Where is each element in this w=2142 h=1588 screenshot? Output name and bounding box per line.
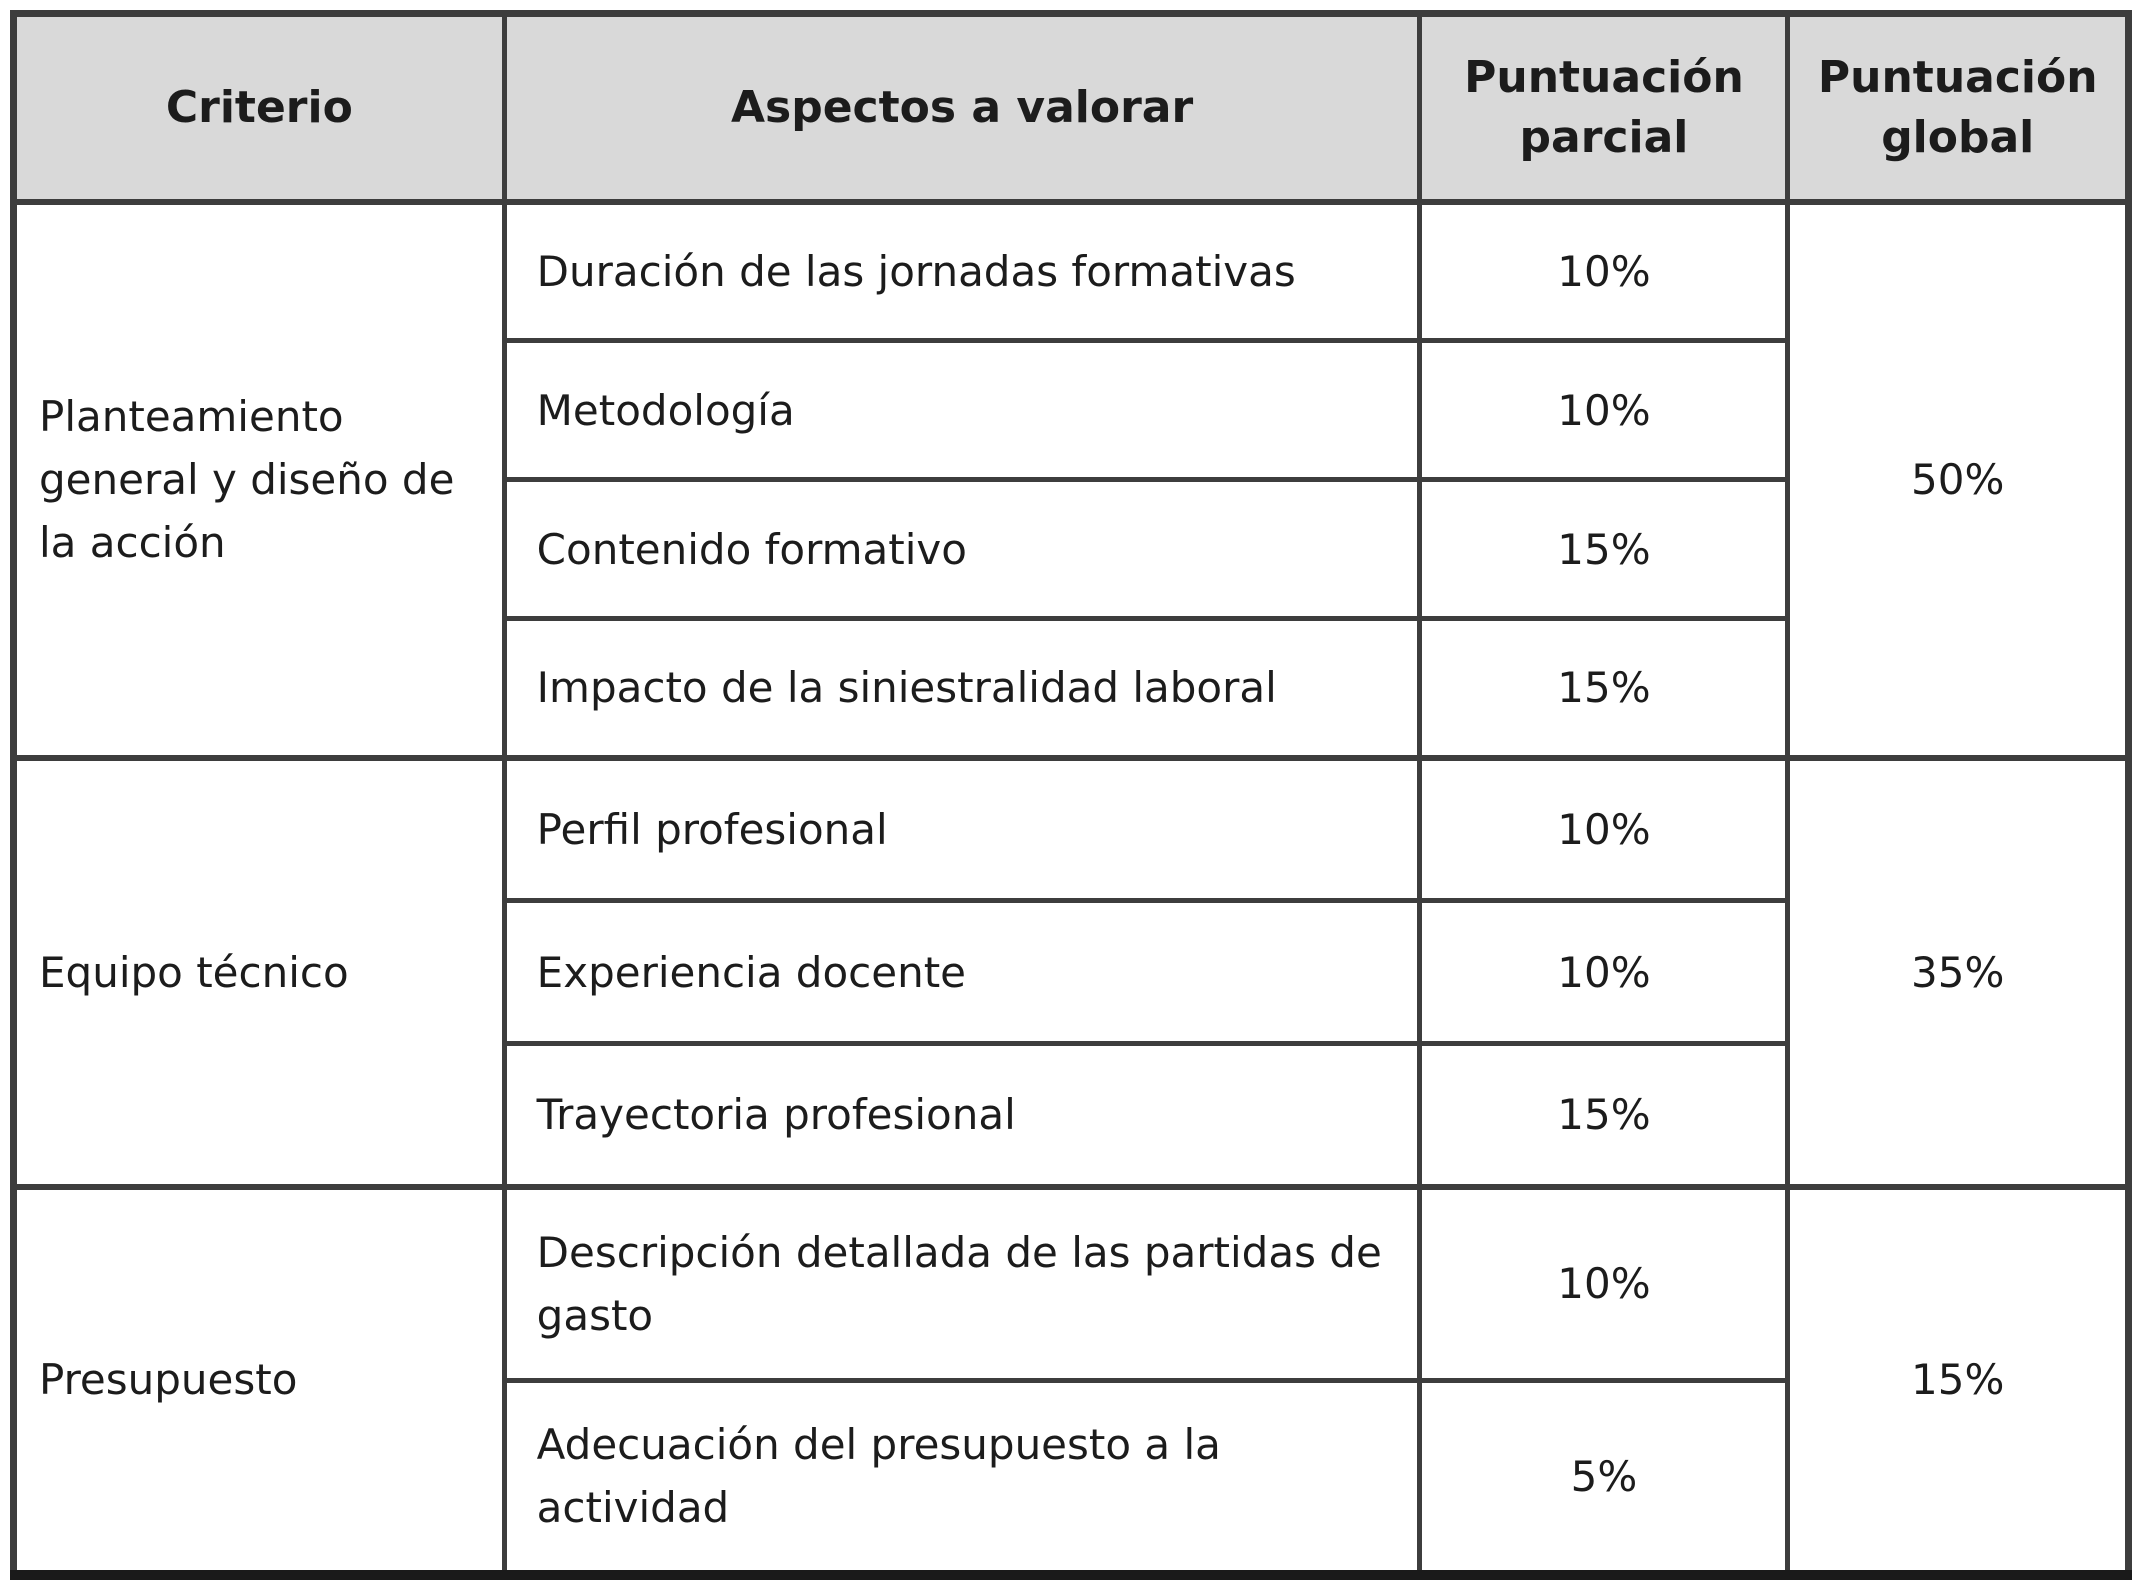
partial-score-cell: 10% xyxy=(1420,341,1788,480)
partial-score-cell: 10% xyxy=(1420,1187,1788,1381)
header-row xyxy=(14,14,2129,202)
aspect-cell: Perfil profesional xyxy=(504,758,1420,901)
aspect-cell: Experiencia docente xyxy=(504,901,1420,1044)
criterion-cell: Planteamiento general y diseño de la acción xyxy=(14,202,505,758)
global-score-cell: 35% xyxy=(1788,758,2129,1187)
aspect-cell: Contenido formativo xyxy=(504,480,1420,619)
aspect-cell: Trayectoria profesional xyxy=(504,1044,1420,1187)
partial-score-cell: 15% xyxy=(1420,619,1788,758)
aspect-cell: Adecuación del presupuesto a la actividad xyxy=(504,1381,1420,1575)
partial-score-cell: 15% xyxy=(1420,1044,1788,1187)
aspect-cell: Duración de las jornadas formativas xyxy=(504,202,1420,341)
table-row xyxy=(14,1187,2129,1381)
partial-score-cell: 10% xyxy=(1420,202,1788,341)
partial-score-cell: 15% xyxy=(1420,480,1788,619)
criterion-cell: Equipo técnico xyxy=(14,758,505,1187)
global-score-cell: 15% xyxy=(1788,1187,2129,1575)
partial-score-cell: 10% xyxy=(1420,901,1788,1044)
aspect-cell: Impacto de la siniestralidad laboral xyxy=(504,619,1420,758)
table-row xyxy=(14,202,2129,341)
partial-score-cell: 10% xyxy=(1420,758,1788,901)
table-row xyxy=(14,758,2129,901)
aspect-cell: Descripción detallada de las partidas de gasto xyxy=(504,1187,1420,1381)
criterion-cell: Presupuesto xyxy=(14,1187,505,1575)
aspect-cell: Metodología xyxy=(504,341,1420,480)
column-header-puntuacion-parcial: Puntuación parcial xyxy=(1420,14,1788,202)
global-score-cell: 50% xyxy=(1788,202,2129,758)
partial-score-cell: 5% xyxy=(1420,1381,1788,1575)
column-header-puntuacion-global: Puntuación global xyxy=(1788,14,2129,202)
column-header-criterio: Criterio xyxy=(14,14,505,202)
column-header-aspectos: Aspectos a valorar xyxy=(504,14,1420,202)
evaluation-criteria-table xyxy=(10,10,2132,1580)
